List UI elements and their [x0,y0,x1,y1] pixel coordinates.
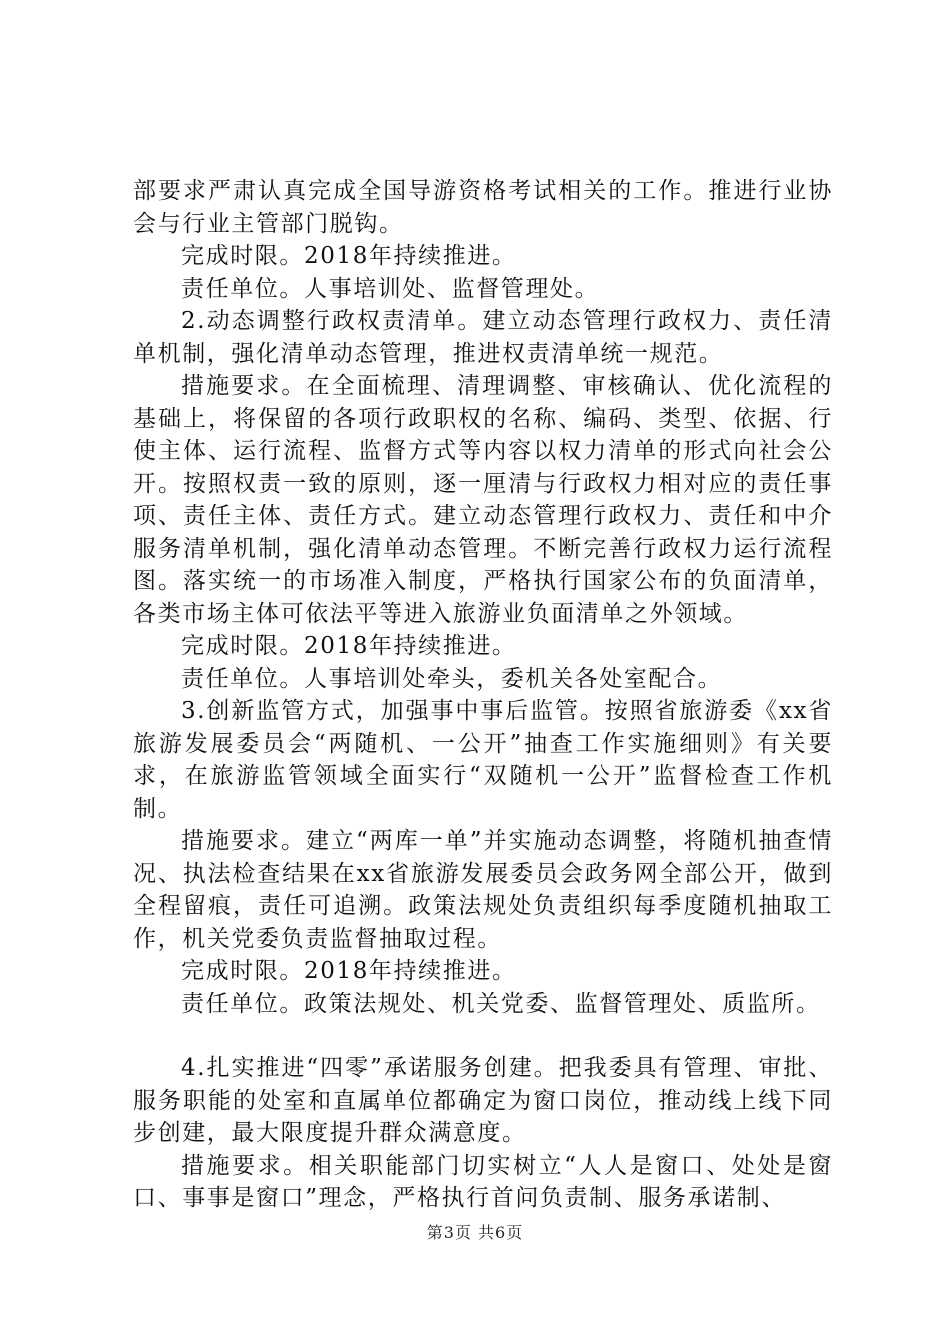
paragraph-deadline: 完成时限。2018年持续推进。 [181,243,517,269]
paragraph-item-2: 2.动态调整行政权责清单。建立动态管理行政权力、责任清单机制，强化清单动态管理，推进权责清单统一规范。 [133,308,833,367]
paragraph-gap [133,1020,833,1052]
paragraph-responsible-unit: 责任单位。人事培训处、监督管理处。 [181,275,600,302]
paragraph-continuation: 部要求严肃认真完成全国导游资格考试相关的工作。推进行业协会与行业主管部门脱钩。 [133,178,833,237]
document-body [133,175,833,1215]
paragraph-responsible-unit: 责任单位。政策法规处、机关党委、监督管理处、质监所。 [181,990,821,1017]
paragraph-item-3: 3.创新监管方式，加强事中事后监管。按照省旅游委《xx省旅游发展委员会“两随机、一公开”抽查工作实施细则》有关要求，在旅游监管领域全面实行“双随机一公开”监督检查工作机制。 [133,698,833,822]
paragraph-deadline: 完成时限。2018年持续推进。 [181,958,517,984]
paragraph-measures: 措施要求。在全面梳理、清理调整、审核确认、优化流程的基础上，将保留的各项行政职权的名称、编码、类型、依据、行使主体、运行流程、监督方式等内容以权力清单的形式向社会公开。按照权责一致的原则，逐一厘清与行政权力相对应的责任事项、责任主体、责任方式。建立动态管理行政权力、责任和中介服务清单机制，强化清单动态管理。不断完善行政权力运行流程图。落实统一的市场准入制度，严格执行国家公布的负面清单，各类市场主体可依法平等进入旅游业负面清单之外领域。 [133,373,833,627]
page-number-footer: 第3页 共6页 [426,1223,524,1242]
paragraph-deadline: 完成时限。2018年持续推进。 [181,633,517,659]
paragraph-measures: 措施要求。相关职能部门切实树立“人人是窗口、处处是窗口、事事是窗口”理念，严格执行首问负责制、服务承诺制、 [133,1152,833,1211]
paragraph-responsible-unit: 责任单位。人事培训处牵头，委机关各处室配合。 [181,665,723,692]
paragraph-measures: 措施要求。建立“两库一单”并实施动态调整，将随机抽查情况、执法检查结果在xx省旅游发展委员会政务网全部公开，做到全程留痕，责任可追溯。政策法规处负责组织每季度随机抽取工作，机关党委负责监督抽取过程。 [133,828,833,952]
paragraph-item-4: 4.扎实推进“四零”承诺服务创建。把我委具有管理、审批、服务职能的处室和直属单位都确定为窗口岗位，推动线上线下同步创建，最大限度提升群众满意度。 [133,1055,833,1146]
